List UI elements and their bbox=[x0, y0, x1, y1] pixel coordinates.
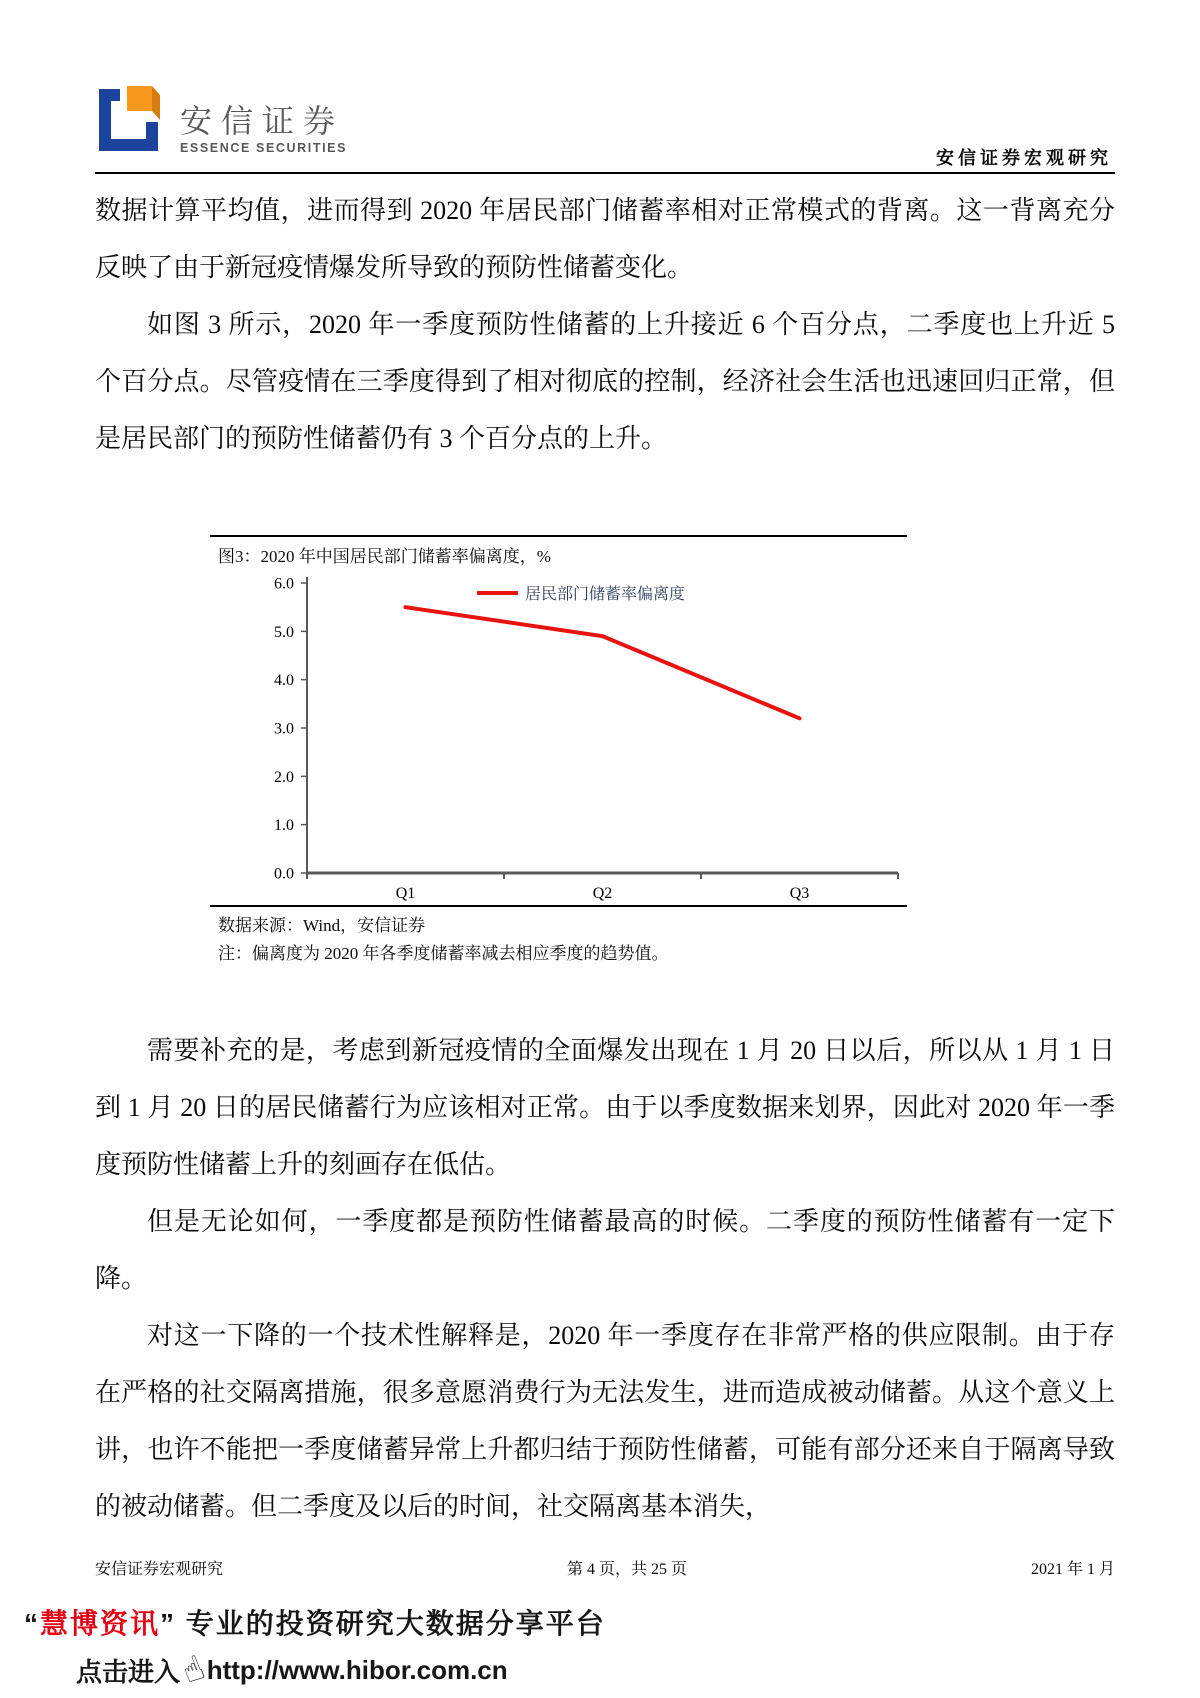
hibor-link-row bbox=[76, 1647, 606, 1693]
hibor-brand: 慧博资讯 bbox=[40, 1608, 161, 1639]
body-paragraph: 但是无论如何，一季度都是预防性储蓄最高的时候。二季度的预防性储蓄有一定下降。 bbox=[95, 1207, 1115, 1293]
header-section-label: 安信证券宏观研究 bbox=[936, 148, 1112, 168]
footer-date: 2021 年 1 月 bbox=[1030, 1561, 1115, 1578]
figure-title: 图3：2020 年中国居民部门储蓄率偏离度，% bbox=[210, 535, 907, 567]
y-tick-label: 6.0 bbox=[274, 575, 294, 593]
y-tick-label: 3.0 bbox=[274, 720, 294, 738]
x-tick-label: Q2 bbox=[592, 885, 613, 902]
figure-3-block bbox=[210, 535, 907, 967]
y-tick-label: 2.0 bbox=[274, 768, 294, 786]
body-paragraph: 数据计算平均值，进而得到 2020 年居民部门储蓄率相对正常模式的背离。这一背离充分反映了由于新冠疫情爆发所导致的预防性储蓄变化。 bbox=[95, 196, 1115, 282]
y-tick-label: 5.0 bbox=[274, 623, 294, 641]
figure-note: 注：偏离度为 2020 年各季度储蓄率减去相应季度的趋势值。 bbox=[218, 944, 669, 963]
hibor-tagline: 专业的投资研究大数据分享平台 bbox=[176, 1608, 606, 1639]
chart-canvas bbox=[210, 567, 907, 905]
footer-section-label: 安信证券宏观研究 bbox=[95, 1561, 224, 1578]
x-tick-label: Q1 bbox=[395, 885, 416, 902]
y-tick-label: 0.0 bbox=[274, 865, 294, 883]
document-body bbox=[95, 182, 1115, 1535]
legend-label: 居民部门储蓄率偏离度 bbox=[525, 586, 686, 603]
page-footer bbox=[95, 1556, 1115, 1579]
body-paragraph: 需要补充的是，考虑到新冠疫情的全面爆发出现在 1 月 20 日以后，所以从 1 月 1 日到 1 月 20 日的居民储蓄行为应该相对正常。由于以季度数据来划界，因此对 2020 年一季度预防性储蓄上升的刻画存在低估。 bbox=[95, 1036, 1115, 1179]
logo-en-label: ESSENCE SECURITIES bbox=[180, 141, 348, 155]
header-divider bbox=[95, 172, 1115, 174]
pointing-hand-icon: ☝ bbox=[176, 1647, 211, 1693]
hibor-tagline-row bbox=[24, 1602, 606, 1642]
open-quote: “ bbox=[24, 1608, 40, 1639]
footer-page-number: 第 4 页，共 25 页 bbox=[566, 1561, 687, 1578]
hibor-url-link[interactable]: http://www.hibor.com.cn bbox=[206, 1654, 508, 1685]
company-logo bbox=[98, 82, 347, 155]
series-line bbox=[406, 607, 800, 718]
logo-cube-icon bbox=[98, 82, 166, 152]
x-tick-label: Q3 bbox=[789, 885, 810, 902]
logo-cn-label: 安信证券 bbox=[180, 103, 345, 139]
hibor-watermark bbox=[24, 1602, 606, 1693]
hibor-cta[interactable]: 点击进入 bbox=[76, 1656, 181, 1687]
figure-source: 数据来源：Wind，安信证券 bbox=[218, 916, 426, 935]
body-paragraph: 对这一下降的一个技术性解释是，2020 年一季度存在非常严格的供应限制。由于存在严格的社交隔离措施，很多意愿消费行为无法发生，进而造成被动储蓄。从这个意义上讲，也许不能把一季度储蓄异常上升都归结于预防性储蓄，可能有部分还来自于隔离导致的被动储蓄。但二季度及以后的时间，社交隔离基本消失， bbox=[95, 1321, 1115, 1521]
close-quote: ” bbox=[160, 1608, 177, 1639]
y-tick-label: 4.0 bbox=[274, 672, 294, 690]
y-tick-label: 1.0 bbox=[274, 817, 294, 835]
body-paragraph: 如图 3 所示，2020 年一季度预防性储蓄的上升接近 6 个百分点，二季度也上升近 5 个百分点。尽管疫情在三季度得到了相对彻底的控制，经济社会生活也迅速回归正常，但是居民部门的预防性储蓄仍有 3 个百分点的上升。 bbox=[95, 310, 1115, 453]
